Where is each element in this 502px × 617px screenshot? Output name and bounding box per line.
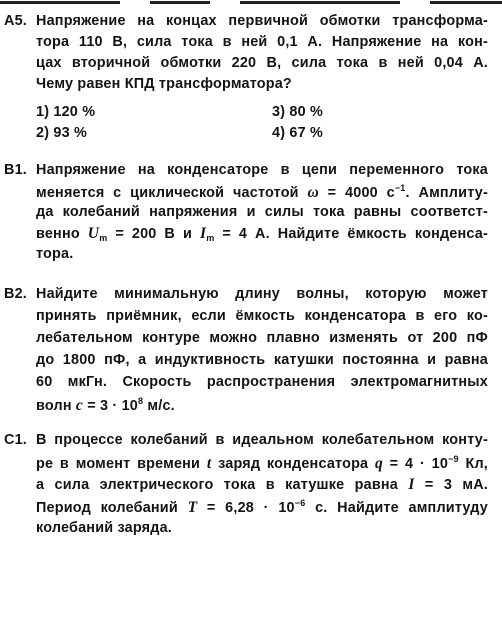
problem-text-line: до 1800 пФ, а индуктивность катушки постоянна и равна — [36, 352, 488, 368]
answer-option-2: 2) 93 % — [36, 125, 87, 141]
answer-option-3: 3) 80 % — [272, 104, 323, 120]
problem-number: C1. — [4, 432, 27, 448]
problem-text-line: тора 110 В, сила тока в ней 0,1 А. Напряжение на кон- — [36, 34, 488, 50]
problem-text-line: Найдите минимальную длину волны, которую может — [36, 286, 488, 302]
problem-text-line: колебаний заряда. — [36, 520, 172, 536]
problem-text-line: принять приёмник, если ёмкость конденсатора в его ко- — [36, 308, 488, 324]
problem-text-line: лебательном контуре можно плавно изменять от 200 пФ — [36, 330, 488, 346]
problem-text-line: Напряжение на конденсаторе в цепи переменного тока — [36, 162, 488, 178]
problem-text-line: меняется с циклической частотой ω = 4000 $с^{-1}$. Амплиту- — [36, 183, 488, 201]
problem-text-line: венно $U_m = 200$ В и $I_m = 4$ А. Найдите ёмкость конденса- — [36, 225, 488, 243]
problem-text-line: ре в момент времени t заряд конденсатора $q = 4 \cdot 10^{-9}$ Кл, — [36, 454, 489, 472]
answer-option-1: 1) 120 % — [36, 104, 96, 120]
problem-text-line: Напряжение на концах первичной обмотки трансформа- — [36, 13, 488, 29]
top-border-fragment — [0, 0, 502, 5]
problem-text-line: а сила электрического тока в катушке равна I = 3 мА. — [36, 476, 489, 493]
answer-option-4: 4) 67 % — [272, 125, 323, 141]
problem-text-line: цах вторичной обмотки 220 В, сила тока в ней 0,04 А. — [36, 55, 488, 71]
problem-text-line: В процессе колебаний в идеальном колебательном конту- — [36, 432, 488, 448]
problem-b2 — [4, 286, 492, 416]
problem-text-line: 60 мкГн. Скорость распространения электромагнитных — [36, 374, 488, 390]
problem-c1 — [4, 432, 492, 542]
problem-text-line: тора. — [36, 246, 74, 262]
problem-number: A5. — [4, 13, 27, 29]
problem-text-line: волн $c = 3 \cdot 10^8$ м/с. — [36, 396, 175, 414]
problem-number: B2. — [4, 286, 27, 302]
problem-text-line: Период колебаний $T = 6,28 \cdot 10^{-6}$ с. Найдите амплитуду — [36, 498, 488, 516]
problem-number: B1. — [4, 162, 27, 178]
problem-a5 — [4, 13, 492, 143]
problem-b1 — [4, 162, 492, 272]
problem-text-line: Чему равен КПД трансформатора? — [36, 76, 292, 92]
problem-text-line: да колебаний напряжения и силы тока равны соответст- — [36, 204, 488, 220]
